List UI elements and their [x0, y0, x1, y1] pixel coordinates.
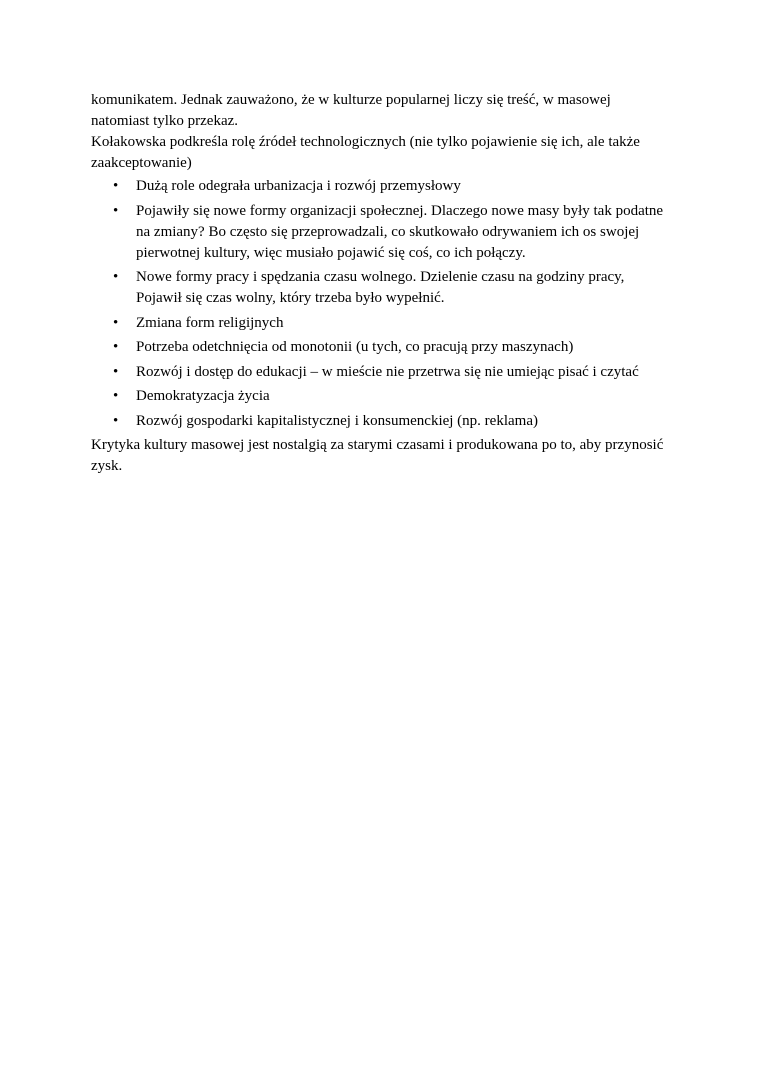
- bullet-icon: •: [113, 363, 119, 380]
- list-item-text: Pojawiły się nowe formy organizacji społecznej. Dlaczego nowe masy były tak podatne na zmiany? Bo często się przeprowadzali, co skutkowało odrywaniem ich os swojej pierwotnej kultury, więc musiało pojawić się coś, co ich połączy.: [136, 202, 664, 261]
- bullet-icon: •: [113, 269, 119, 285]
- list-item-text: Rozwój gospodarki kapitalistycznej i konsumenckiej (np. reklama): [136, 412, 538, 429]
- paragraph-closing: Krytyka kultury masowej jest nostalgią za starymi czasami i produkowana po to, aby przynosić zysk.: [91, 437, 664, 474]
- list-item: [91, 362, 671, 383]
- list-item: [91, 411, 671, 432]
- list-item-text: Dużą role odegrała urbanizacja i rozwój przemysłowy: [136, 178, 461, 194]
- list-item-text: Rozwój i dostęp do edukacji – w mieście nie przetrwa się nie umiejąc pisać i czytać: [136, 363, 639, 380]
- list-item: [91, 176, 671, 197]
- bullet-icon: •: [113, 314, 119, 331]
- bullet-icon: •: [113, 178, 119, 194]
- list-item-text: Demokratyzacja życia: [136, 388, 270, 404]
- list-item-text: Potrzeba odetchnięcia od monotonii (u tych, co pracują przy maszynach): [136, 339, 574, 355]
- paragraph-intro-2: Kołakowska podkreśla rolę źródeł technologicznych (nie tylko pojawienie się ich, ale także zaakceptowanie): [91, 134, 640, 171]
- bullet-icon: •: [113, 339, 119, 355]
- paragraph-intro-1: komunikatem. Jednak zauważono, że w kulturze popularnej liczy się treść, w masowej natomiast tylko przekaz.: [91, 92, 611, 129]
- bullet-icon: •: [113, 412, 119, 429]
- list-item: [91, 386, 671, 407]
- document-body: [91, 90, 671, 477]
- list-item: [91, 313, 671, 334]
- bullet-list: [91, 176, 671, 432]
- list-item-text: Nowe formy pracy i spędzania czasu wolnego. Dzielenie czasu na godziny pracy, Pojawił się czas wolny, który trzeba było wypełnić.: [136, 269, 625, 306]
- bullet-icon: •: [113, 388, 119, 404]
- list-item: [91, 201, 671, 264]
- list-item: [91, 337, 671, 358]
- list-item-text: Zmiana form religijnych: [136, 314, 284, 331]
- list-item: [91, 267, 671, 309]
- bullet-icon: •: [113, 202, 119, 219]
